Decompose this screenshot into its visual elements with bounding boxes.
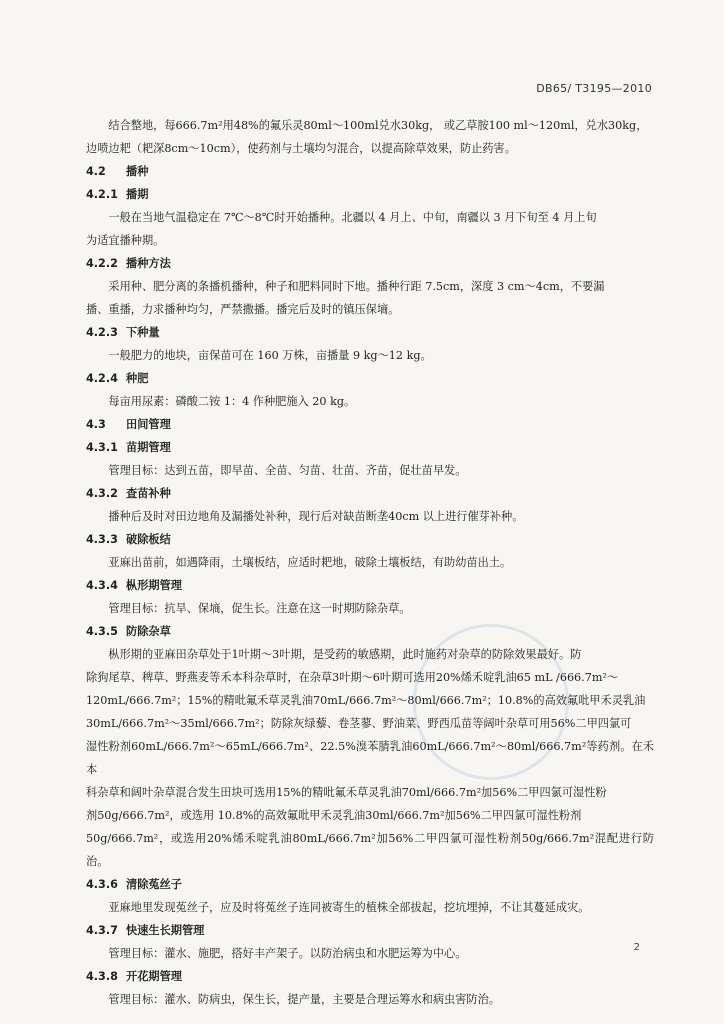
section-number: 4.2 bbox=[86, 165, 106, 178]
paragraph-line: 50g/666.7m²，或选用20%烯禾啶乳油80mL/666.7m²加56%二甲四氯可湿性粉剂50g/666.7m²混配进行防治。 bbox=[86, 832, 654, 868]
section-title: 查苗补种 bbox=[126, 487, 171, 500]
section-title: 快速生长期管理 bbox=[126, 924, 205, 937]
section-heading bbox=[86, 574, 654, 597]
section-title: 播种方法 bbox=[126, 257, 171, 270]
paragraph-line: 科杂草和阔叶杂草混合发生田块可选用15%的精吡氟禾草灵乳油70ml/666.7m²加56%二甲四氯可湿性粉 bbox=[86, 786, 607, 799]
paragraph-line: 亚麻地里发现菟丝子，应及时将菟丝子连同被寄生的植株全部拔起，挖坑埋掉，不让其蔓延成灾。 bbox=[108, 901, 590, 914]
section-number: 4.2.1 bbox=[86, 188, 118, 201]
section-heading bbox=[86, 919, 654, 942]
section-title: 清除菟丝子 bbox=[126, 878, 182, 891]
section-number: 4.3.2 bbox=[86, 487, 118, 500]
paragraph-line: 管理目标：灌水、防病虫，保生长，提产量，主要是合理运筹水和病虫害防治。 bbox=[108, 993, 500, 1006]
paragraph-line: 120mL/666.7m²；15%的精吡氟禾草灵乳油70mL/666.7m²～80ml/666.7m²；10.8%的高效氟吡甲禾灵乳油 bbox=[86, 694, 646, 707]
paragraph-line: 剂50g/666.7m²，或选用 10.8%的高效氟吡甲禾灵乳油30ml/666.7m²加56%二甲四氯可湿性粉剂 bbox=[86, 809, 582, 822]
section-title: 破除板结 bbox=[126, 533, 171, 546]
paragraph-line: 管理目标：达到五苗，即早苗、全苗、匀苗、壮苗、齐苗，促壮苗早发。 bbox=[108, 464, 467, 477]
section-number: 4.2.2 bbox=[86, 257, 118, 270]
section-title: 下种量 bbox=[126, 326, 160, 339]
section-title: 苗期管理 bbox=[126, 441, 171, 454]
section-number: 4.2.3 bbox=[86, 326, 118, 339]
paragraph-line: 30mL/666.7m²～35ml/666.7m²；防除灰绿藜、卷茎蓼、野油菜、野西瓜苗等阔叶杂草可用56%二甲四氯可 bbox=[86, 717, 632, 730]
paragraph-line: 结合整地，每666.7m²用48%的氟乐灵80ml～100ml兑水30kg， 或乙草胺100 ml～120ml，兑水30kg， bbox=[108, 119, 648, 132]
section-title: 播种 bbox=[126, 165, 149, 178]
standard-code: DB65/ T3195—2010 bbox=[536, 82, 652, 95]
paragraph-line: 播、重播，力求播种均匀，严禁撒播。播完后及时的镇压保墒。 bbox=[86, 303, 400, 316]
section-title: 防除杂草 bbox=[126, 625, 171, 638]
section-number: 4.3.3 bbox=[86, 533, 118, 546]
paragraph-line: 每亩用尿素：磷酸二铵 1：4 作种肥施入 20 kg。 bbox=[108, 395, 356, 408]
section-number: 4.3.7 bbox=[86, 924, 118, 937]
document-body bbox=[86, 114, 654, 1011]
section-heading bbox=[86, 252, 654, 275]
section-heading bbox=[86, 482, 654, 505]
section-heading bbox=[86, 965, 654, 988]
section-title: 开花期管理 bbox=[126, 970, 182, 983]
paragraph-line: 采用种、肥分离的条播机播种，种子和肥料同时下地。播种行距 7.5cm，深度 3 cm～4cm，不要漏 bbox=[108, 280, 605, 293]
paragraph-line: 一般肥力的地块，亩保苗可在 160 万株，亩播量 9 kg～12 kg。 bbox=[108, 349, 432, 362]
section-title: 种肥 bbox=[126, 372, 149, 385]
section-heading bbox=[86, 873, 654, 896]
section-heading bbox=[86, 620, 654, 643]
section-heading bbox=[86, 436, 654, 459]
section-heading bbox=[86, 413, 654, 436]
paragraph-line: 管理目标：灌水、施肥，搭好丰产架子。以防治病虫和水肥运筹为中心。 bbox=[108, 947, 467, 960]
section-number: 4.3.5 bbox=[86, 625, 118, 638]
paragraph-line: 亚麻出苗前，如遇降雨，土壤板结，应适时耙地，破除土壤板结，有助幼苗出土。 bbox=[108, 556, 512, 569]
section-heading bbox=[86, 367, 654, 390]
paragraph-line: 除狗尾草、稗草、野燕麦等禾本科杂草时，在杂草3叶期～6叶期可选用20%烯禾啶乳油65 mL /666.7m²～ bbox=[86, 671, 619, 684]
section-title: 播期 bbox=[126, 188, 149, 201]
section-number: 4.3.6 bbox=[86, 878, 118, 891]
paragraph-line: 为适宜播种期。 bbox=[86, 234, 165, 247]
paragraph-line: 一般在当地气温稳定在 7℃～8℃时开始播种。北疆以 4 月上、中旬，南疆以 3 月下旬至 4 月上旬 bbox=[108, 211, 597, 224]
page-number: 2 bbox=[633, 942, 640, 953]
section-number: 4.3.8 bbox=[86, 970, 118, 983]
section-number: 4.3.4 bbox=[86, 579, 118, 592]
section-number: 4.2.4 bbox=[86, 372, 118, 385]
paragraph-line: 管理目标：抗旱、保墒，促生长。注意在这一时期防除杂草。 bbox=[108, 602, 411, 615]
paragraph-line: 边喷边耙（耙深8cm～10cm），使药剂与土壤均匀混合，以提高除草效果，防止药害。 bbox=[86, 142, 516, 155]
paragraph-line: 枞形期的亚麻田杂草处于1叶期～3叶期，是受药的敏感期，此时施药对杂草的防除效果最好。防 bbox=[108, 648, 582, 661]
paragraph-line: 播种后及时对田边地角及漏播处补种，现行后对缺苗断垄40cm 以上进行催芽补种。 bbox=[108, 510, 524, 523]
section-heading bbox=[86, 321, 654, 344]
section-heading bbox=[86, 160, 654, 183]
paragraph-line: 湿性粉剂60mL/666.7m²～65mL/666.7m²、22.5%溴苯腈乳油60mL/666.7m²～80ml/666.7m²等药剂。在禾本 bbox=[86, 740, 654, 776]
section-number: 4.3.1 bbox=[86, 441, 118, 454]
section-heading bbox=[86, 528, 654, 551]
section-title: 田间管理 bbox=[126, 418, 171, 431]
section-heading bbox=[86, 183, 654, 206]
section-number: 4.3 bbox=[86, 418, 106, 431]
section-title: 枞形期管理 bbox=[126, 579, 182, 592]
